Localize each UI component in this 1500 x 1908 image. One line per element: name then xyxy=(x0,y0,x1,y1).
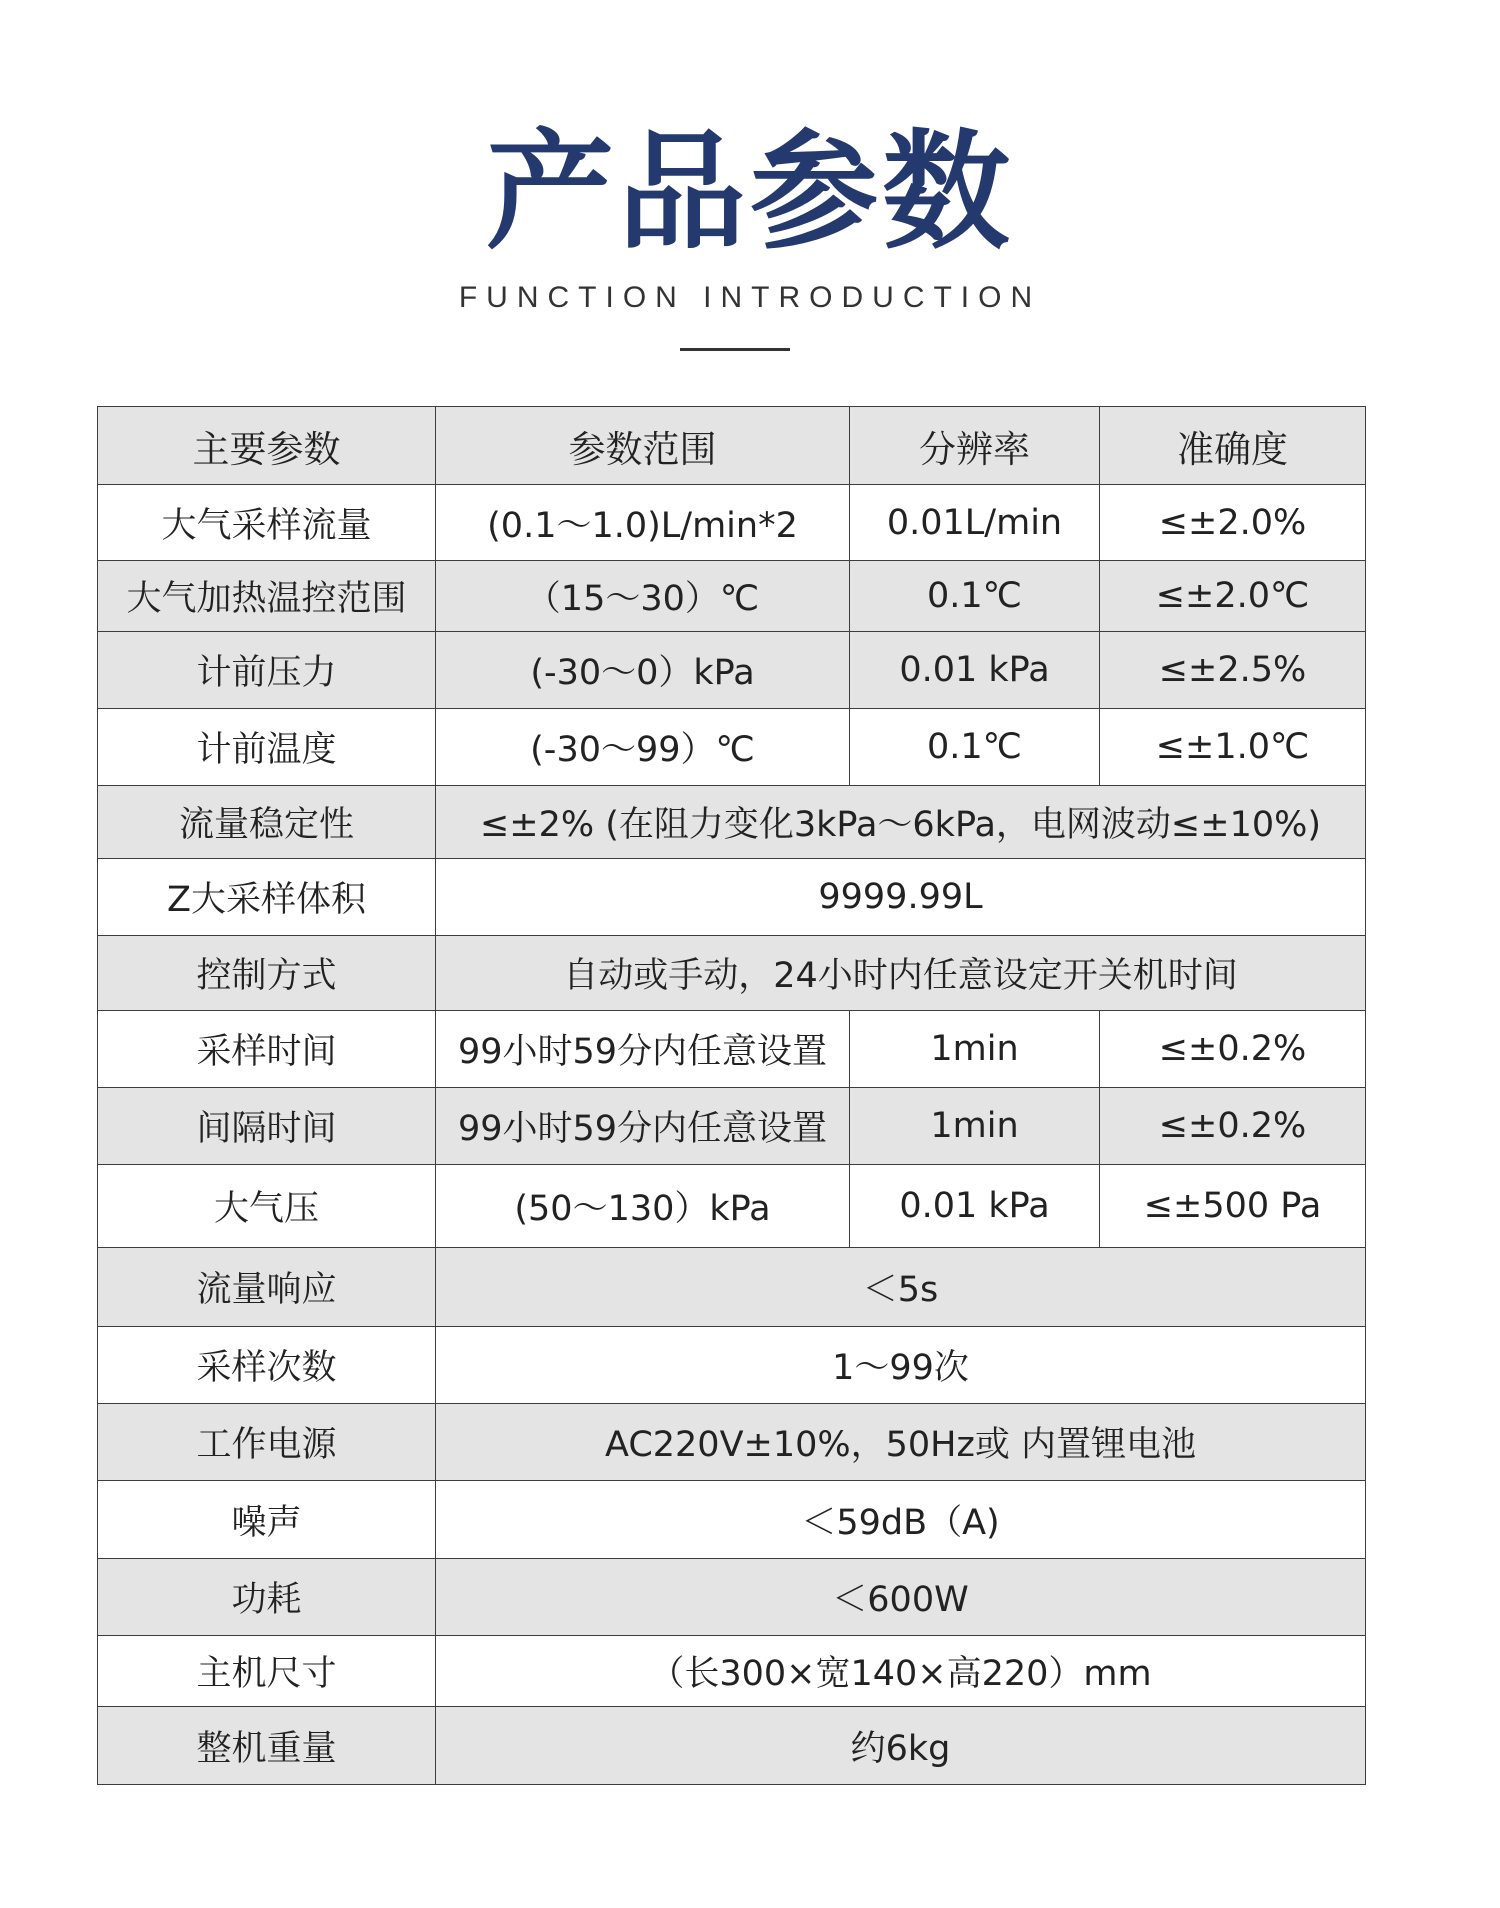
param-value: ＜59dB（A) xyxy=(436,1481,1366,1559)
param-name: 功耗 xyxy=(98,1559,436,1636)
param-range: （15～30）℃ xyxy=(436,561,850,632)
param-value: （长300×宽140×高220）mm xyxy=(436,1636,1366,1707)
param-value: 自动或手动，24小时内任意设定开关机时间 xyxy=(436,936,1366,1011)
header-cell-resolution: 分辨率 xyxy=(850,407,1100,485)
table-header-row xyxy=(98,407,1366,485)
param-name: 大气采样流量 xyxy=(98,485,436,561)
param-name: 整机重量 xyxy=(98,1707,436,1785)
header-cell-param: 主要参数 xyxy=(98,407,436,485)
param-name: 流量稳定性 xyxy=(98,786,436,859)
param-range: 99小时59分内任意设置 xyxy=(436,1088,850,1165)
param-name: 间隔时间 xyxy=(98,1088,436,1165)
table-row xyxy=(98,1011,1366,1088)
param-name: 主机尺寸 xyxy=(98,1636,436,1707)
spec-table xyxy=(97,406,1366,1785)
param-accuracy: ≤±1.0℃ xyxy=(1100,709,1366,786)
table-row xyxy=(98,709,1366,786)
param-name: Z大采样体积 xyxy=(98,859,436,936)
table-row xyxy=(98,1636,1366,1707)
param-accuracy: ≤±2.0% xyxy=(1100,485,1366,561)
param-range: (0.1～1.0)L/min*2 xyxy=(436,485,850,561)
param-name: 噪声 xyxy=(98,1481,436,1559)
param-name: 采样次数 xyxy=(98,1327,436,1404)
table-row xyxy=(98,1248,1366,1327)
param-resolution: 0.01 kPa xyxy=(850,632,1100,709)
table-row xyxy=(98,485,1366,561)
page-subtitle: FUNCTION INTRODUCTION xyxy=(458,281,1042,314)
param-resolution: 1min xyxy=(850,1011,1100,1088)
param-value: 9999.99L xyxy=(436,859,1366,936)
table-row xyxy=(98,1327,1366,1404)
param-value: 1～99次 xyxy=(436,1327,1366,1404)
table-row xyxy=(98,632,1366,709)
param-value: ＜600W xyxy=(436,1559,1366,1636)
table-row xyxy=(98,786,1366,859)
param-resolution: 0.1℃ xyxy=(850,709,1100,786)
param-range: (-30～99）℃ xyxy=(436,709,850,786)
param-value: ≤±2% (在阻力变化3kPa～6kPa，电网波动≤±10%) xyxy=(436,786,1366,859)
table-row xyxy=(98,1559,1366,1636)
param-accuracy: ≤±0.2% xyxy=(1100,1011,1366,1088)
table-row xyxy=(98,1088,1366,1165)
param-name: 控制方式 xyxy=(98,936,436,1011)
table-row xyxy=(98,1707,1366,1785)
param-name: 计前压力 xyxy=(98,632,436,709)
param-value: ＜5s xyxy=(436,1248,1366,1327)
param-accuracy: ≤±2.0℃ xyxy=(1100,561,1366,632)
param-range: 99小时59分内任意设置 xyxy=(436,1011,850,1088)
table-row xyxy=(98,859,1366,936)
param-name: 采样时间 xyxy=(98,1011,436,1088)
table-row xyxy=(98,561,1366,632)
param-resolution: 0.01L/min xyxy=(850,485,1100,561)
param-accuracy: ≤±2.5% xyxy=(1100,632,1366,709)
param-range: (50～130）kPa xyxy=(436,1165,850,1248)
param-name: 工作电源 xyxy=(98,1404,436,1481)
table-row xyxy=(98,1481,1366,1559)
param-name: 流量响应 xyxy=(98,1248,436,1327)
param-value: 约6kg xyxy=(436,1707,1366,1785)
param-range: (-30～0）kPa xyxy=(436,632,850,709)
param-name: 大气压 xyxy=(98,1165,436,1248)
header-cell-accuracy: 准确度 xyxy=(1100,407,1366,485)
param-accuracy: ≤±500 Pa xyxy=(1100,1165,1366,1248)
table-row xyxy=(98,1404,1366,1481)
param-accuracy: ≤±0.2% xyxy=(1100,1088,1366,1165)
table-row xyxy=(98,936,1366,1011)
table-row xyxy=(98,1165,1366,1248)
param-resolution: 1min xyxy=(850,1088,1100,1165)
page-title: 产品参数 xyxy=(485,118,1014,267)
param-value: AC220V±10%，50Hz或 内置锂电池 xyxy=(436,1404,1366,1481)
param-name: 计前温度 xyxy=(98,709,436,786)
header-cell-range: 参数范围 xyxy=(436,407,850,485)
param-resolution: 0.01 kPa xyxy=(850,1165,1100,1248)
param-name: 大气加热温控范围 xyxy=(98,561,436,632)
param-resolution: 0.1℃ xyxy=(850,561,1100,632)
title-divider xyxy=(680,348,790,351)
